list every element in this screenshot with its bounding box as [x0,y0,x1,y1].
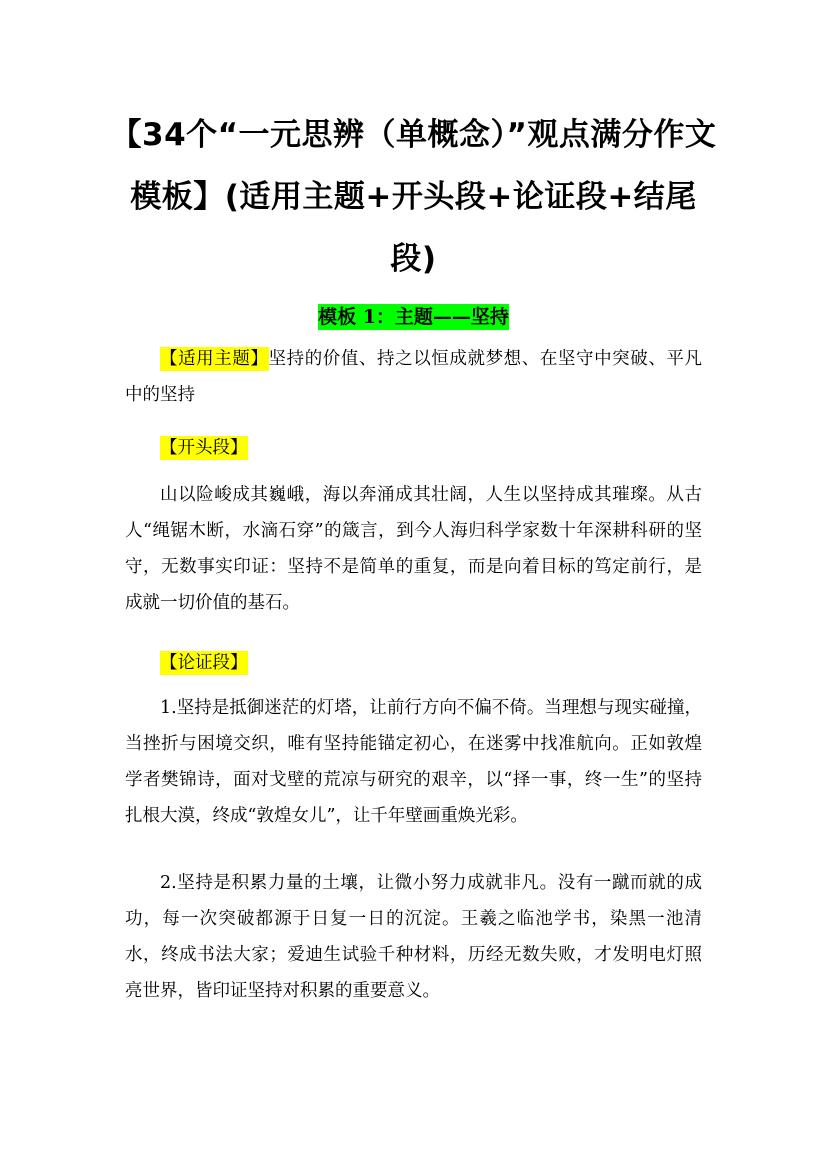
argument-paragraph-2: 2.坚持是积累力量的土壤，让微小努力成就非凡。没有一蹴而就的成功，每一次突破都源于日复一日的沉淀。王羲之临池学书，染黑一池清水，终成书法大家；爱迪生试验千种材料，历经无数失败，才发明电灯照亮世界，皆印证坚持对积累的重要意义。 [125,873,702,1001]
argument-paragraph-1: 1.坚持是抵御迷茫的灯塔，让前行方向不偏不倚。当理想与现实碰撞，当挫折与困境交织，唯有坚持能锚定初心，在迷雾中找准航向。正如敦煌学者樊锦诗，面对戈壁的荒凉与研究的艰辛，以“择一事，终一生”的坚持扎根大漠，终成“敦煌女儿”，让千年壁画重焕光彩。 [125,698,702,826]
document-title: 【34个“一元思辨（单概念）”观点满分作文模板】(适用主题+开头段+论证段+结尾段) [110,117,717,277]
argument-label: 【论证段】 [160,653,248,673]
applicable-theme-label: 【适用主题】 [160,349,269,369]
opening-label: 【开头段】 [160,438,248,458]
opening-paragraph: 山以险峻成其巍峨，海以奔涌成其壮阔，人生以坚持成其璀璨。从古人“绳锯木断，水滴石穿”的箴言，到今人海归科学家数十年深耕科研的坚守，无数事实印证：坚持不是简单的重复，而是向着目标的笃定前行，是成就一切价值的基石。 [125,485,702,613]
opening-label-line [160,430,248,466]
applicable-theme-paragraph [125,341,702,413]
applicable-theme-text: 坚持的价值、持之以恒成就梦想、在坚守中突破、平凡中的坚持 [125,349,703,405]
template-heading-text: 模板 1：主题——坚持 [318,306,509,328]
template-heading [0,300,827,334]
argument-label-line [160,645,248,681]
